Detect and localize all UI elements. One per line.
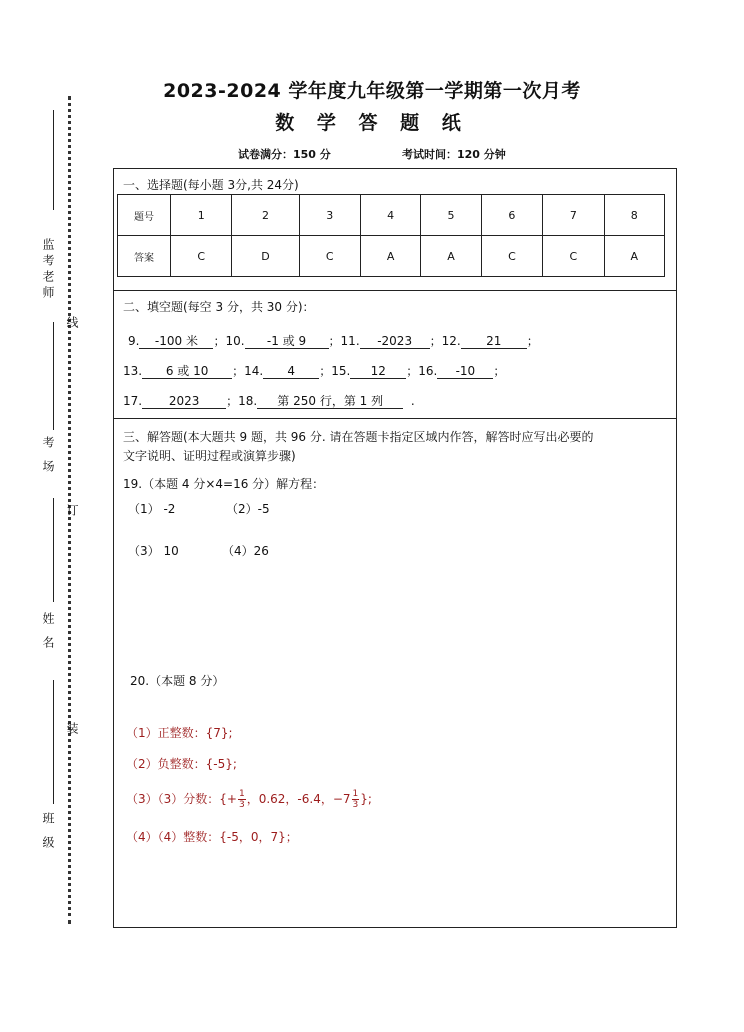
choice-answer-table: [117, 194, 665, 277]
q19-answer-3: （3） 10: [128, 544, 179, 558]
q19-answer-2: （2）-5: [226, 502, 270, 516]
q18-answer: 第 250 行，第 1 列: [257, 394, 403, 409]
section-divider-2: [113, 418, 677, 419]
section3-title-line2: 文字说明、证明过程或演算步骤): [123, 449, 296, 463]
q19-title: 19.（本题 4 分×4=16 分）解方程：: [123, 477, 325, 491]
q12-answer: 21: [461, 334, 527, 349]
choice-answer: C: [171, 236, 232, 277]
q11-label: ；11.: [328, 334, 360, 348]
answer-sheet-title: 数 学 答 题 纸: [275, 112, 469, 134]
answer-row: [118, 236, 665, 277]
question-number: 4: [361, 195, 421, 236]
choice-answer: A: [361, 236, 421, 277]
q17-answer: 2023: [142, 394, 226, 409]
answer-frame: [113, 168, 677, 928]
fill-row-3: [123, 392, 415, 409]
q20-title: 20.（本题 8 分）: [130, 674, 225, 688]
q20-answer-3: [126, 784, 372, 814]
class-label: 班 级: [41, 812, 55, 852]
section3-title-line1: 三、解答题(本大题共 9 题，共 96 分. 请在答题卡指定区域内作答，解答时应写出必要的: [123, 430, 594, 444]
proctor-blank: [53, 110, 54, 210]
fraction-denominator: 3: [352, 800, 359, 810]
section1-title: 一、选择题(每小题 3分,共 24分): [123, 178, 299, 192]
q20-4-prefix: （4）: [126, 830, 158, 844]
q11-answer: -2023: [360, 334, 430, 349]
full-score: 试卷满分：150 分: [238, 148, 331, 161]
section2-title: 二、填空题(每空 3 分，共 30 分)：: [123, 300, 315, 314]
line-mark: 线: [65, 316, 79, 332]
q13-label: 13.: [123, 364, 143, 378]
q20-answer-2: （2）负整数：{-5};: [126, 757, 237, 771]
room-blank: [53, 322, 54, 430]
proctor-label: 监考老师: [41, 238, 55, 302]
fraction-one-third: [238, 789, 246, 810]
q20-answer-1: （1）正整数：{7};: [126, 726, 233, 740]
row-header-answer: 答案: [118, 236, 171, 277]
q18-label: ；18.: [226, 394, 258, 408]
question-number: 8: [604, 195, 664, 236]
room-label: 考 场: [41, 436, 55, 476]
q10-label: ；10.: [213, 334, 245, 348]
row3-end: .: [410, 394, 415, 408]
fraction-numerator: 1: [352, 789, 359, 799]
q14-label: ；14.: [232, 364, 264, 378]
row-header-number: 题号: [118, 195, 171, 236]
q12-label: ；12.: [429, 334, 461, 348]
q17-label: 17.: [123, 394, 143, 408]
q15-answer: 12: [350, 364, 406, 379]
q15-label: ；15.: [319, 364, 351, 378]
q13-answer: 6 或 10: [142, 364, 232, 379]
choice-answer: D: [232, 236, 299, 277]
q16-answer: -10: [437, 364, 493, 379]
q20-3-mid: ，0.62，-6.4，−7: [246, 792, 351, 806]
q20-3-prefix: （3）: [126, 792, 158, 806]
bind-mark: 装: [65, 722, 79, 738]
q20-4-label: （4）整数：{-5，0，7}；: [157, 830, 298, 844]
fraction-numerator: 1: [238, 789, 245, 799]
q10-answer: -1 或 9: [245, 334, 329, 349]
choice-answer: A: [421, 236, 481, 277]
question-number: 6: [481, 195, 542, 236]
fill-row-1: [128, 332, 539, 349]
q20-3-end: };: [360, 792, 372, 806]
fraction-denominator: 3: [238, 800, 245, 810]
q20-3-label: （3）分数：{+: [157, 792, 237, 806]
q16-label: ；16.: [406, 364, 438, 378]
q9-answer: -100 米: [139, 334, 213, 349]
question-number: 2: [232, 195, 299, 236]
name-blank: [53, 498, 54, 602]
question-number: 1: [171, 195, 232, 236]
row2-end: ；: [493, 364, 506, 378]
fraction-one-third: [352, 789, 360, 810]
exam-title: 2023-2024 学年度九年级第一学期第一次月考: [163, 80, 581, 102]
question-number-row: [118, 195, 665, 236]
q20-answer-4: [126, 828, 298, 845]
name-label: 姓 名: [41, 612, 55, 652]
q19-answer-4: （4）26: [222, 544, 269, 558]
order-mark: 订: [65, 504, 79, 520]
q14-answer: 4: [263, 364, 319, 379]
question-number: 7: [543, 195, 604, 236]
fill-row-2: [123, 362, 505, 379]
row1-end: ；: [526, 334, 539, 348]
q9-label: 9.: [128, 334, 140, 348]
choice-answer: C: [543, 236, 604, 277]
question-number: 5: [421, 195, 481, 236]
question-number: 3: [299, 195, 360, 236]
class-blank: [53, 680, 54, 804]
choice-answer: A: [604, 236, 664, 277]
choice-answer: C: [299, 236, 360, 277]
choice-answer: C: [481, 236, 542, 277]
section-divider-1: [113, 290, 677, 291]
q19-answer-1: （1） -2: [128, 502, 176, 516]
exam-time: 考试时间：120 分钟: [402, 148, 506, 161]
